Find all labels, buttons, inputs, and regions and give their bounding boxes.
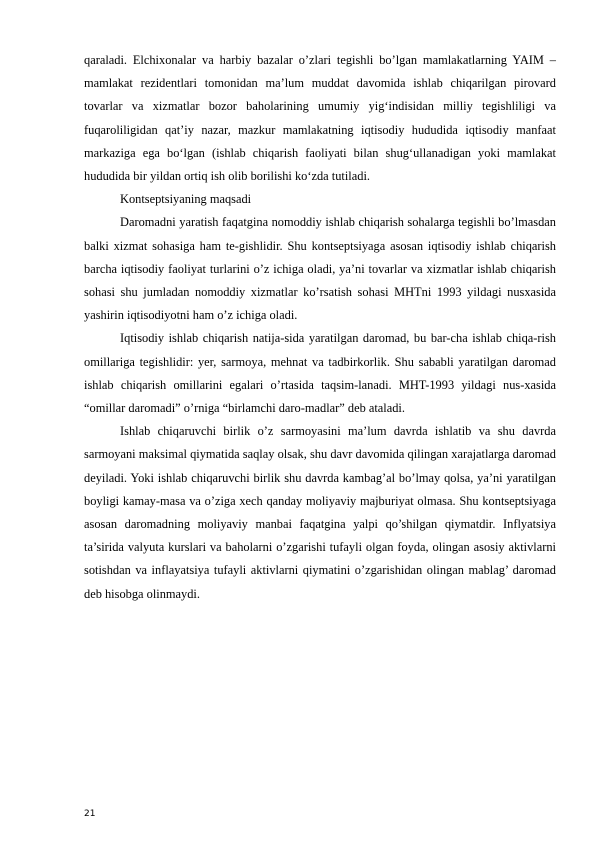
paragraph-factors-of-production: Iqtisodiy ishlab chiqarish natija-sida yaratilgan daromad, bu bar-cha ishlab chiqa-rish omillariga tegishlidir: yer, sarmoya, mehnat va tadbirkorlik. Shu sababli yaratilgan daromad ishlab chiqarish omillarini egalari o’rtasida taqsim-lanadi. MHT-1993 yildagi nus-xasida “omillar daromadi” o’rniga “birlamchi daro-madlar” deb ataladi. bbox=[84, 331, 556, 416]
section-heading: Kontseptsiyaning maqsadi bbox=[120, 192, 252, 207]
page-number: 21 bbox=[84, 809, 96, 819]
paragraph-intro: qaraladi. Elchixonalar va harbiy bazalar o’zlari tegishli bo’lgan mamlakatlarning YAIM – mamlakat rezidentlari tomonidan ma’lum muddat davomida ishlab chiqarilgan pirovard tovarlar va xizmatlar bozor baholarining umumiy yig‘indisidan milliy tegishliligi va fuqaroliligidan qat’iy nazar, mazkur mamlakatning iqtisodiy hududida iqtisodiy manfaat markaziga ega bo‘lgan (ishlab chiqarish faoliyati bilan shug‘ullanadigan yoki mamlakat hududida bir yildan ortiq ish olib borilishi ko‘zda tutiladi. bbox=[84, 53, 556, 184]
document-page bbox=[84, 49, 556, 606]
paragraph-income-definition: Ishlab chiqaruvchi birlik o’z sarmoyasini ma’lum davrda ishlatib va shu davrda sarmoyani maksimal qiymatida saqlay olsak, shu davr davomida qilingan xarajatlarga daromad deyiladi. Yoki ishlab chiqaruvchi birlik shu davrda kambag’al bo’lmay qolsa, ya’ni yaratilgan boyligi kamay-masa va o’ziga xech qanday moliyaviy majburiyat olmasa. Shu kontseptsiyaga asosan daromadning moliyaviy manbai faqatgina yalpi qo’shilgan qiymatdir. Inflyatsiya ta’sirida valyuta kurslari va baholarni o’zgarishi tufayli olgan foyda, olingan asosiy aktivlarni sotishdan va inflayatsiya tufayli aktivlarni qiymatini o’zgarishidan olingan mablag’ daromad deb hisobga olinmaydi. bbox=[84, 424, 556, 601]
paragraph-income-creation: Daromadni yaratish faqatgina nomoddiy ishlab chiqarish sohalarga tegishli bo’lmasdan balki xizmat sohasiga ham te-gishlidir. Shu kontseptsiyaga asosan iqtisodiy ishlab chiqarish barcha iqtisodiy faoliyat turlarini o’z ichiga oladi, ya’ni tovarlar va xizmatlar ishlab chiqarish sohasi shu jumladan nomoddiy xizmatlar ko’rsatish sohasi MHTni 1993 yildagi nusxasida yashirin iqtisodiyotni ham o’z ichiga oladi. bbox=[84, 215, 556, 323]
